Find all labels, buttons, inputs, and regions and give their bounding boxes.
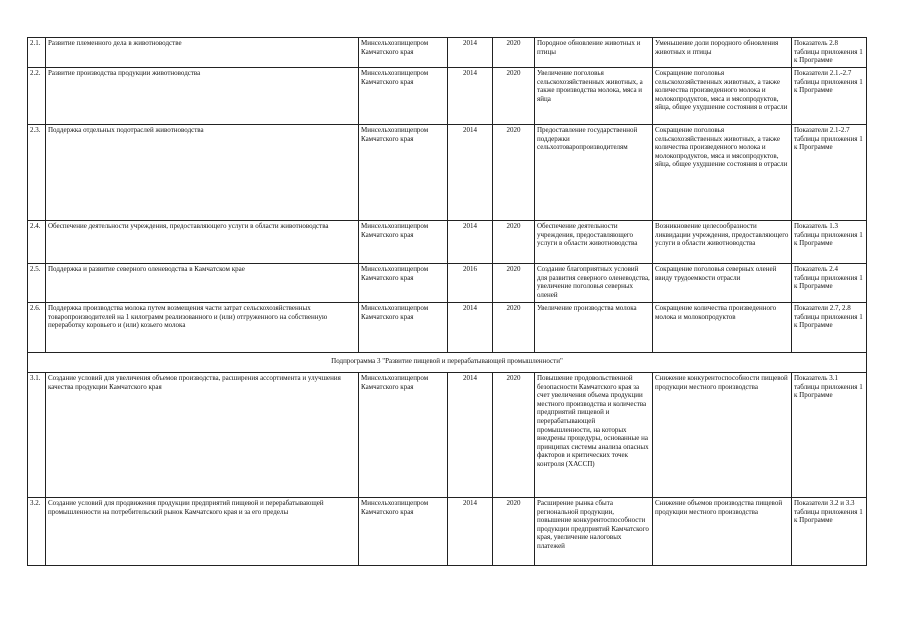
executor: Минсельхозпищепром Камчатского края <box>359 125 448 221</box>
consequence: Сокращение поголовья сельскохозяйственных животных, а также количества произведенного молока и молокопродуктов, мяса и мясопродуктов, яйца, общее ухудшение состояния в отрасли <box>653 125 792 221</box>
row-number: 2.1. <box>28 38 46 68</box>
table-row <box>28 125 867 221</box>
start-year: 2014 <box>448 498 493 566</box>
consequence: Сокращение поголовья сельскохозяйственных животных, а также количества произведенного молока и молокопродуктов, мяса и мясопродуктов, яйца, общее ухудшение состояния в отрасли <box>653 68 792 125</box>
indicator-link: Показатели 2.7, 2.8 таблицы приложения 1 к Программе <box>792 303 867 353</box>
executor: Минсельхозпищепром Камчатского края <box>359 303 448 353</box>
measure-name: Поддержка производства молока путем возмещения части затрат сельскохозяйственных товаропроизводителей на 1 килограмм реализованного и (или) отгруженного на собственную переработку коровьего и (или) козьего молока <box>46 303 359 353</box>
expected-result: Увеличение поголовья сельскохозяйственных животных, а также производства молока, мяса и яйца <box>535 68 653 125</box>
row-number: 2.4. <box>28 221 46 264</box>
indicator-link: Показатели 2.1.-2.7 таблицы приложения 1 к Программе <box>792 68 867 125</box>
measure-name: Создание условий для увеличения объемов производства, расширения ассортимента и улучшения качества продукции Камчатского края <box>46 373 359 498</box>
measure-name: Развитие производства продукции животноводства <box>46 68 359 125</box>
executor: Минсельхозпищепром Камчатского края <box>359 264 448 303</box>
subprogram-title-cell <box>28 353 867 373</box>
executor: Минсельхозпищепром Камчатского края <box>359 68 448 125</box>
expected-result: Породное обновление животных и птицы <box>535 38 653 68</box>
row-number: 2.3. <box>28 125 46 221</box>
start-year: 2014 <box>448 38 493 68</box>
consequence: Уменьшение доли породного обновления животных и птицы <box>653 38 792 68</box>
end-year: 2020 <box>493 264 535 303</box>
measure-name: Поддержка отдельных подотраслей животноводства <box>46 125 359 221</box>
measure-name: Поддержка и развитие северного оленеводства в Камчатском крае <box>46 264 359 303</box>
start-year: 2014 <box>448 125 493 221</box>
end-year: 2020 <box>493 38 535 68</box>
start-year: 2014 <box>448 373 493 498</box>
executor: Минсельхозпищепром Камчатского края <box>359 38 448 68</box>
expected-result: Создание благоприятных условий для развития северного оленеводства, увеличение поголовья северных оленей <box>535 264 653 303</box>
indicator-link: Показатель 2.8 таблицы приложения 1 к Программе <box>792 38 867 68</box>
consequence: Снижение конкурентоспособности пищевой продукции местного производства <box>653 373 792 498</box>
row-number: 3.1. <box>28 373 46 498</box>
indicator-link: Показатели 3.2 и 3.3 таблицы приложения 1 к Программе <box>792 498 867 566</box>
executor: Минсельхозпищепром Камчатского края <box>359 373 448 498</box>
executor: Минсельхозпищепром Камчатского края <box>359 498 448 566</box>
start-year: 2016 <box>448 264 493 303</box>
program-measures-table <box>27 37 867 566</box>
expected-result: Повышение продовольственной безопасности Камчатского края за счет увеличения объема продукции местного производства и количества предприятий пищевой и перерабатывающей промышленности, на которых внедрены процедуры, основанные на принципах системы анализа опасных факторов и критических точек контроля (ХАССП) <box>535 373 653 498</box>
indicator-link: Показатели 2.1-2.7 таблицы приложения 1 к Программе <box>792 125 867 221</box>
measure-name: Создание условий для продвижения продукции предприятий пищевой и перерабатывающей промышленности на потребительский рынок Камчатского края и за его пределы <box>46 498 359 566</box>
expected-result: Обеспечение деятельности учреждения, предоставляющего услуги в области животноводства <box>535 221 653 264</box>
table-row <box>28 221 867 264</box>
expected-result: Предоставление государственной поддержки сельхозтоваропроизводителям <box>535 125 653 221</box>
measure-name: Обеспечение деятельности учреждения, предоставляющего услуги в области животноводства <box>46 221 359 264</box>
start-year: 2014 <box>448 303 493 353</box>
table-row <box>28 303 867 353</box>
consequence: Возникновение целесообразности ликвидации учреждения, предоставляющего услуги в области животноводства <box>653 221 792 264</box>
row-number: 2.2. <box>28 68 46 125</box>
consequence: Снижение объемов производства пищевой продукции местного производства <box>653 498 792 566</box>
end-year: 2020 <box>493 303 535 353</box>
subprogram-title: Подпрограмма 3 "Развитие пищевой и перерабатывающей промышленности" <box>331 357 563 365</box>
indicator-link: Показатель 3.1 таблицы приложения 1 к Программе <box>792 373 867 498</box>
expected-result: Увеличение производства молока <box>535 303 653 353</box>
end-year: 2020 <box>493 221 535 264</box>
start-year: 2014 <box>448 221 493 264</box>
end-year: 2020 <box>493 373 535 498</box>
table-row <box>28 264 867 303</box>
end-year: 2020 <box>493 125 535 221</box>
row-number: 3.2. <box>28 498 46 566</box>
table-row <box>28 68 867 125</box>
end-year: 2020 <box>493 68 535 125</box>
table-row <box>28 498 867 566</box>
row-number: 2.6. <box>28 303 46 353</box>
subprogram-row <box>28 353 867 373</box>
row-number: 2.5. <box>28 264 46 303</box>
consequence: Сокращение количества произведенного молока и молокопродуктов <box>653 303 792 353</box>
indicator-link: Показатель 1.3 таблицы приложения 1 к Программе <box>792 221 867 264</box>
executor: Минсельхозпищепром Камчатского края <box>359 221 448 264</box>
end-year: 2020 <box>493 498 535 566</box>
table-row <box>28 373 867 498</box>
table-row <box>28 38 867 68</box>
indicator-link: Показатель 2.4 таблицы приложения 1 к Программе <box>792 264 867 303</box>
measure-name: Развитие племенного дела в животноводстве <box>46 38 359 68</box>
start-year: 2014 <box>448 68 493 125</box>
consequence: Сокращение поголовья северных оленей ввиду трудоемкости отрасли <box>653 264 792 303</box>
expected-result: Расширение рынка сбыта региональной продукции, повышение конкурентоспособности продукции предприятий Камчатского края, увеличение налоговых платежей <box>535 498 653 566</box>
